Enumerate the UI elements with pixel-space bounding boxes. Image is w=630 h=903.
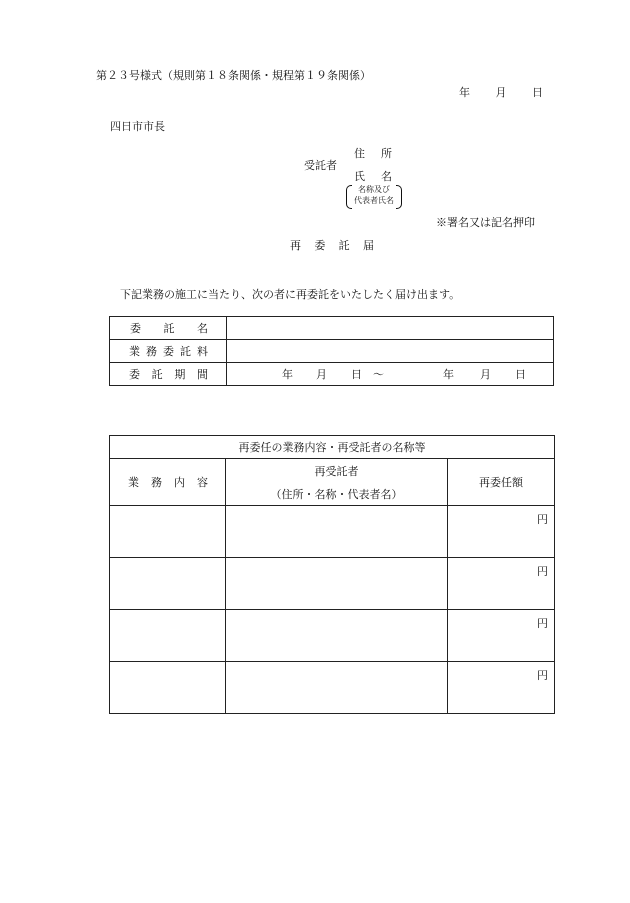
subcontractor-cell[interactable]: [226, 610, 448, 662]
address-label: 住 所: [354, 147, 392, 160]
work-content-cell[interactable]: [110, 662, 226, 714]
amount-cell[interactable]: 円: [448, 610, 555, 662]
amount-cell[interactable]: 円: [448, 662, 555, 714]
table-row: [110, 610, 555, 662]
work-content-cell[interactable]: [110, 506, 226, 558]
name-note: 名称及び 代表者氏名: [346, 184, 402, 208]
seal-note: ※署名又は記名押印: [436, 216, 535, 229]
period-end-month: 月: [480, 368, 491, 381]
contract-name-field[interactable]: [227, 317, 554, 340]
applicant-label: 受託者: [304, 159, 337, 172]
column-header-work-content: 業 務 内 容: [110, 459, 226, 506]
date-year-label: 年: [459, 86, 470, 99]
contract-fee-label: 業 務 委 託 料: [110, 340, 227, 363]
period-start-year: 年: [282, 368, 293, 381]
intro-text: 下記業務の施工に当たり、次の者に再委託をいたしたく届け出ます。: [120, 288, 461, 301]
table-row: [110, 506, 555, 558]
date-month-label: 月: [495, 86, 507, 99]
work-content-cell[interactable]: [110, 558, 226, 610]
contract-period-field[interactable]: [227, 363, 554, 386]
amount-cell[interactable]: 円: [448, 558, 555, 610]
table-row: [110, 340, 554, 363]
detail-table-title: 再委任の業務内容・再受託者の名称等: [110, 436, 555, 459]
work-content-cell[interactable]: [110, 610, 226, 662]
document-title: 再 委 託 届: [290, 239, 374, 252]
subcontractor-cell[interactable]: [226, 662, 448, 714]
table-row: [110, 363, 554, 386]
bracket-left: [346, 185, 352, 209]
column-header-subcontractor: 再受託者 （住所・名称・代表者名）: [226, 459, 448, 506]
contract-name-label: 委 託 名: [110, 317, 227, 340]
subcontractor-cell[interactable]: [226, 558, 448, 610]
bracket-right: [396, 185, 402, 209]
date-day-label: 日: [532, 86, 543, 99]
addressee: 四日市市長: [110, 120, 165, 133]
detail-table: [109, 435, 555, 714]
table-row: [110, 436, 555, 459]
period-start-day: 日: [351, 368, 362, 381]
contract-fee-field[interactable]: [227, 340, 554, 363]
amount-cell[interactable]: 円: [448, 506, 555, 558]
form-number: 第２３号様式（規則第１８条関係・規程第１９条関係）: [96, 69, 371, 82]
summary-table: [109, 316, 554, 386]
column-header-amount: 再委任額: [448, 459, 555, 506]
contract-period-label: 委 託 期 間: [110, 363, 227, 386]
period-start-month: 月: [316, 368, 327, 381]
subcontractor-cell[interactable]: [226, 506, 448, 558]
table-row: [110, 459, 555, 506]
submission-date: [459, 84, 543, 100]
period-tilde: ～: [373, 368, 384, 381]
table-row: [110, 558, 555, 610]
table-row: [110, 662, 555, 714]
period-end-year: 年: [443, 368, 454, 381]
period-end-day: 日: [515, 368, 526, 381]
name-label: 氏 名: [354, 170, 392, 183]
table-row: [110, 317, 554, 340]
